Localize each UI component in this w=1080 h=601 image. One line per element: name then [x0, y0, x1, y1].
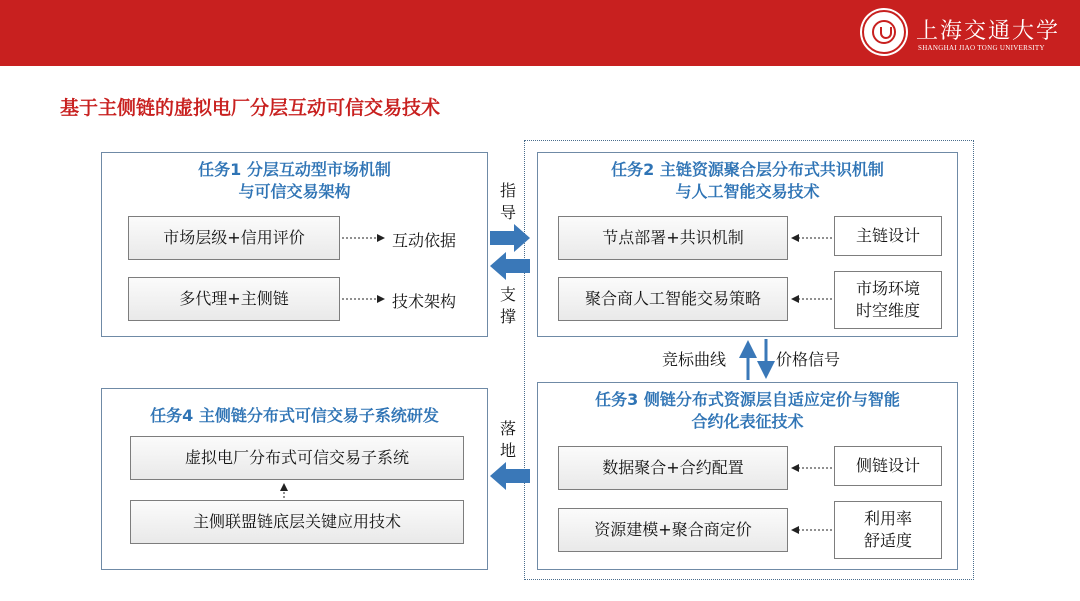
task1-box-market-credit: 市场层级+信用评价	[128, 216, 340, 260]
task1-title-line1: 任务1 分层互动型市场机制	[198, 160, 391, 179]
task2-title-line2: 与人工智能交易技术	[675, 182, 820, 201]
label-guide: 指导	[499, 181, 516, 222]
task2-in-main-chain-design: 主链设计	[834, 216, 942, 256]
task2-title-line1: 任务2 主链资源聚合层分布式共识机制	[611, 160, 884, 179]
task3-box-resource-modeling: 资源建模+聚合商定价	[558, 508, 788, 552]
task1-box-multi-agent: 多代理+主侧链	[128, 277, 340, 321]
task3-in-utilization-line2: 舒适度	[863, 531, 912, 550]
label-bid-curve: 竞标曲线	[662, 350, 727, 369]
task2-box-node-consensus: 节点部署+共识机制	[558, 216, 788, 260]
task1-out-tech-architecture: 技术架构	[392, 292, 457, 311]
logo-english-text: SHANGHAI JIAO TONG UNIVERSITY	[918, 44, 1045, 52]
block-arrow-support	[490, 252, 530, 280]
task2-in-market-env-line1: 市场环境	[855, 279, 920, 298]
task2-box-ai-strategy: 聚合商人工智能交易策略	[558, 277, 788, 321]
label-price-signal: 价格信号	[776, 350, 841, 369]
label-landing: 落地	[499, 419, 516, 460]
task3-title-line1: 任务3 侧链分布式资源层自适应定价与智能	[595, 390, 900, 409]
task3-in-side-chain-design: 侧链设计	[834, 446, 942, 486]
task4-box-consortium-chain: 主侧联盟链底层关键应用技术	[130, 500, 464, 544]
block-arrow-landing	[490, 462, 530, 490]
task4-title: 任务4 主侧链分布式可信交易子系统研发	[150, 406, 439, 425]
task1-title-line2: 与可信交易架构	[238, 182, 351, 201]
label-support: 支撑	[499, 285, 516, 326]
slide-title: 基于主侧链的虚拟电厂分层互动可信交易技术	[60, 97, 441, 119]
task3-box-data-aggregation: 数据聚合+合约配置	[558, 446, 788, 490]
logo-chinese-text: 上海交通大学	[916, 19, 1061, 44]
task4-box-subsystem: 虚拟电厂分布式可信交易子系统	[130, 436, 464, 480]
task1-out-interaction-basis: 互动依据	[392, 231, 457, 250]
task3-in-utilization-line1: 利用率	[863, 509, 912, 528]
block-arrow-guide	[490, 224, 530, 252]
task3-title-line2: 合约化表征技术	[691, 412, 804, 431]
task2-in-market-env-line2: 时空维度	[855, 301, 920, 320]
